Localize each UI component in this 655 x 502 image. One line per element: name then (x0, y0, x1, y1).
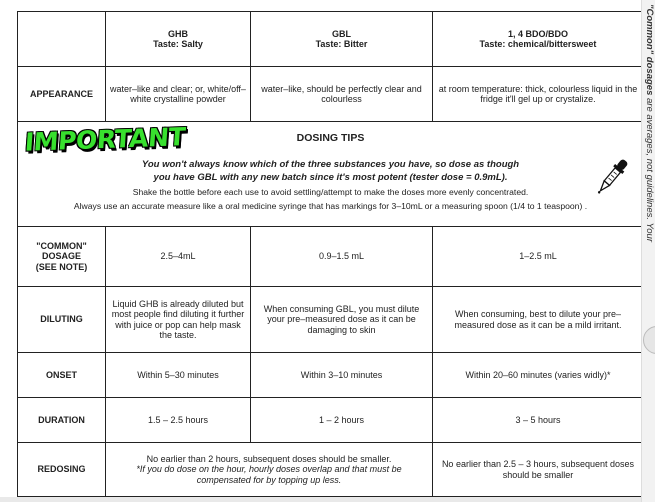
diluting-row (18, 287, 644, 353)
dosage-ghb: 2.5–4mL (106, 227, 251, 287)
appearance-bdo: at room temperature: thick, colourless liquid in the fridge it'll gel up or crystalize. (433, 67, 644, 122)
dosage-label-line-3: (SEE NOTE) (35, 261, 88, 272)
redosing-bdo: No earlier than 2.5 – 3 hours, subsequent doses should be smaller (433, 443, 644, 497)
header-row (18, 12, 644, 67)
dosage-label-line-2: DOSAGE (41, 251, 81, 262)
sidebar-note-bold: "Common" dosages (644, 4, 655, 96)
dosage-gbl: 0.9–1.5 mL (251, 227, 433, 287)
appearance-ghb: water–like and clear; or, white/off–white crystalline powder (106, 67, 251, 122)
onset-gbl: Within 3–10 minutes (251, 353, 433, 398)
adjacent-page-edge (641, 0, 655, 502)
bdo-name: 1, 4 BDO/BDO (507, 28, 568, 39)
bottom-edge (0, 497, 641, 502)
dosage-label (18, 227, 106, 287)
appearance-gbl: water–like, should be perfectly clear and colourless (251, 67, 433, 122)
duration-row (18, 398, 644, 443)
warning-line-2: you have GBL with any new batch since it's most potent (tester dose = 0.9mL). (153, 171, 508, 183)
appearance-label: APPEARANCE (18, 67, 106, 122)
seal-icon (643, 326, 655, 354)
header-ghb (106, 12, 251, 67)
diluting-bdo: When consuming, best to dilute your pre–measured dose as it can be a mild irritant. (433, 287, 644, 353)
dosage-bdo: 1–2.5 mL (433, 227, 644, 287)
important-logo: IMPORTANT (23, 122, 187, 157)
diluting-label: DILUTING (18, 287, 106, 353)
tip-shake-bottle: Shake the bottle before each use to avoid settling/attempt to make the doses more evenly concentrated. (132, 187, 529, 197)
bdo-taste: Taste: chemical/bittersweet (479, 39, 597, 49)
appearance-row (18, 67, 644, 122)
tip-accurate-measure: Always use an accurate measure like a oral medicine syringe that has markings for 3–10mL or a measuring spoon (1/4 to 1 teaspoon) . (73, 201, 588, 211)
dosing-tips-title: DOSING TIPS (296, 132, 365, 144)
dosing-table (17, 11, 644, 497)
duration-bdo: 3 – 5 hours (433, 398, 644, 443)
sidebar-note (644, 4, 655, 242)
gbl-taste: Taste: Bitter (315, 39, 368, 49)
diluting-gbl: When consuming GBL, you must dilute your pre–measured dose as it can be damaging to skin (251, 287, 433, 353)
sidebar-note-rest: are averages, not guidelines. Your (644, 95, 655, 243)
ghb-name: GHB (168, 28, 188, 39)
duration-label: DURATION (18, 398, 106, 443)
header-empty-cell (18, 12, 106, 67)
ghb-taste: Taste: Salty (153, 39, 203, 49)
dosing-tips-cell (18, 122, 644, 227)
redosing-label: REDOSING (18, 443, 106, 497)
dosing-tips-row (18, 122, 644, 227)
onset-row (18, 353, 644, 398)
redosing-ghb-gbl (106, 443, 433, 497)
header-bdo (433, 12, 644, 67)
dosage-label-line-1: "COMMON" (36, 240, 87, 251)
duration-gbl: 1 – 2 hours (251, 398, 433, 443)
redosing-row (18, 443, 644, 497)
gbl-name: GBL (332, 28, 351, 39)
duration-ghb: 1.5 – 2.5 hours (106, 398, 251, 443)
onset-bdo: Within 20–60 minutes (varies widly)* (433, 353, 644, 398)
onset-ghb: Within 5–30 minutes (106, 353, 251, 398)
header-gbl (251, 12, 433, 67)
dosing-tips-warning (18, 159, 643, 185)
redosing-ghb-gbl-line-1: No earlier than 2 hours, subsequent doses should be smaller. (146, 453, 392, 464)
dropper-icon (595, 156, 629, 198)
redosing-ghb-gbl-line-2: *If you do dose on the hour, hourly doses overlap and that must be compensated for by topping up less. (136, 464, 402, 485)
onset-label: ONSET (18, 353, 106, 398)
diluting-ghb: Liquid GHB is already diluted but most people find diluting it further with juice or pop can help mask the taste. (106, 287, 251, 353)
warning-line-1: You won't always know which of the three substances you have, so dose as though (141, 159, 520, 170)
dosage-row (18, 227, 644, 287)
